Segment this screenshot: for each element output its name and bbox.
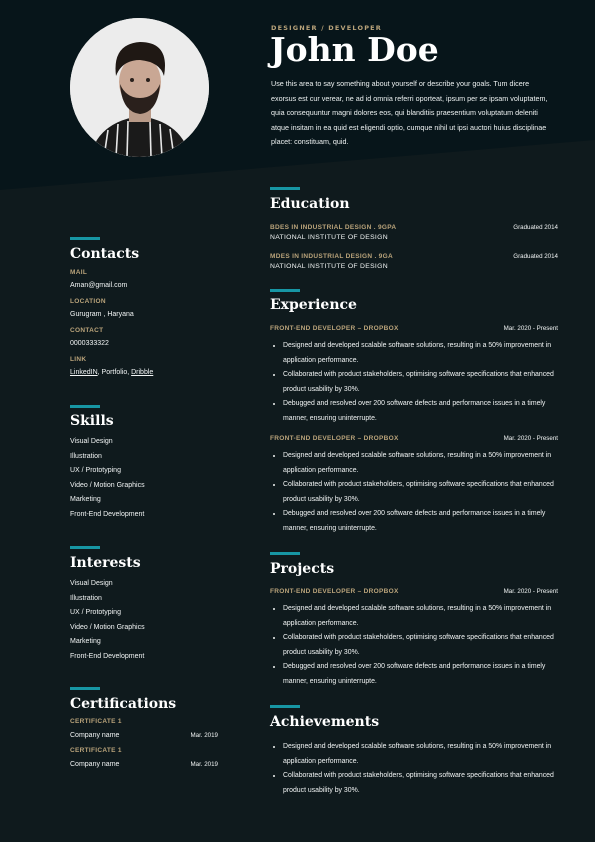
list-item: • Collaborated with product stakeholders, optimising software specifications that enhanced product usability by 30%. — [283, 368, 558, 397]
list-item: Visual Design — [70, 580, 113, 587]
summary-text: Use this area to say something about yourself or describe your goals. Tum dicere exorsus est cur verear, ne ad id omnia referri oporteat, ipsum per se ipsam voluptatem, quia consequuntur magni dolores eos, qui blanditiis praesentium voluptatum deleniti atque insitam in ea quid est eligendi optio, cumque nihil ut ipsi auctori huius disciplinae placet: constituam, quid. — [271, 79, 548, 146]
linkedin-link[interactable]: LinkedIN — [70, 369, 98, 376]
person-name: John Doe — [270, 30, 439, 69]
job-title: FRONT-END DEVELOPER – DROPBOX — [270, 435, 399, 442]
link-label: LINK — [70, 356, 87, 363]
project-date: Mar. 2020 - Present — [503, 588, 558, 595]
section-bar — [70, 405, 100, 408]
section-bar — [270, 289, 300, 292]
list-item: • Designed and developed scalable software solutions, resulting in a 50% improvement in application performance. — [283, 740, 558, 769]
certificate-company: Company name — [70, 761, 120, 768]
certificate-label: CERTIFICATE 1 — [70, 718, 122, 725]
job-date: Mar. 2020 - Present — [503, 435, 558, 442]
list-item: Marketing — [70, 496, 101, 504]
portfolio-link[interactable]: Portfolio — [101, 369, 128, 376]
job-role: DESIGNER / DEVELOPER — [271, 24, 383, 32]
skills-title: Skills — [70, 413, 114, 429]
dribbble-link[interactable]: Dribble — [131, 369, 154, 376]
degree: BDES IN INDUSTRIAL DESIGN . 9GPA — [270, 224, 397, 231]
list-item: UX / Prototyping — [70, 467, 121, 475]
job-bullets — [270, 339, 558, 426]
mail-label: MAIL — [70, 269, 88, 276]
list-item: UX / Prototyping — [70, 609, 121, 617]
profile-photo — [70, 18, 209, 157]
section-bar — [70, 546, 100, 549]
projects-title: Projects — [270, 561, 335, 577]
institute: NATIONAL INSTITUTE OF DESIGN — [270, 263, 388, 270]
list-item: • Designed and developed scalable software solutions, resulting in a 50% improvement in application performance. — [283, 339, 558, 368]
certificate-date: Mar. 2019 — [190, 761, 218, 768]
section-bar — [270, 705, 300, 708]
list-item: Marketing — [70, 638, 101, 646]
list-item: Illustration — [70, 452, 102, 460]
skills-list — [70, 435, 145, 523]
list-item: • Debugged and resolved over 200 software defects and performance issues in a timely manner, ensuring uninterrupte. — [283, 660, 558, 689]
mail-value[interactable]: Aman@gmail.com — [70, 282, 128, 289]
location-value: Gurugram , Haryana — [70, 311, 134, 318]
institute: NATIONAL INSTITUTE OF DESIGN — [270, 234, 388, 241]
job-date: Mar. 2020 - Present — [503, 325, 558, 332]
experience-title: Experience — [270, 297, 357, 313]
list-item: Illustration — [70, 594, 102, 602]
job-bullets — [270, 449, 558, 536]
list-item: • Debugged and resolved over 200 software defects and performance issues in a timely manner, ensuring uninterrupte. — [283, 397, 558, 426]
education-title: Education — [270, 196, 350, 212]
list-item: Visual Design — [70, 438, 113, 445]
list-item: • Collaborated with product stakeholders, optimising software specifications that enhanced product usability by 30%. — [283, 769, 558, 798]
list-item: • Collaborated with product stakeholders, optimising software specifications that enhanced product usability by 30%. — [283, 478, 558, 507]
graduation-date: Graduated 2014 — [513, 253, 558, 260]
location-label: LOCATION — [70, 298, 106, 305]
project-bullets — [270, 602, 558, 689]
certificate-label: CERTIFICATE 1 — [70, 747, 122, 754]
degree: MDES IN INDUSTRIAL DESIGN . 9GA — [270, 253, 393, 260]
interests-title: Interests — [70, 555, 141, 571]
project-title: FRONT-END DEVELOPER – DROPBOX — [270, 588, 399, 595]
achievements-title: Achievements — [270, 714, 380, 730]
links: LinkedIN, Portfolio, Dribble — [70, 369, 154, 376]
list-item: • Designed and developed scalable software solutions, resulting in a 50% improvement in application performance. — [283, 449, 558, 478]
interests-list — [70, 577, 145, 665]
certificate-date: Mar. 2019 — [190, 732, 218, 739]
list-item: Front-End Development — [70, 652, 145, 660]
section-bar — [70, 237, 100, 240]
list-item: Video / Motion Graphics — [70, 623, 145, 631]
list-item: • Collaborated with product stakeholders, optimising software specifications that enhanced product usability by 30%. — [283, 631, 558, 660]
list-item: Video / Motion Graphics — [70, 481, 145, 489]
list-item: • Designed and developed scalable software solutions, resulting in a 50% improvement in application performance. — [283, 602, 558, 631]
contact-label: CONTACT — [70, 327, 104, 334]
section-bar — [270, 552, 300, 555]
graduation-date: Graduated 2014 — [513, 224, 558, 231]
list-item: • Debugged and resolved over 200 software defects and performance issues in a timely manner, ensuring uninterrupte. — [283, 507, 558, 536]
list-item: Front-End Development — [70, 510, 145, 518]
job-title: FRONT-END DEVELOPER – DROPBOX — [270, 325, 399, 332]
contact-value: 0000333322 — [70, 340, 109, 347]
certifications-title: Certifications — [70, 696, 177, 712]
section-bar — [70, 687, 100, 690]
certificate-company: Company name — [70, 732, 120, 739]
achievement-bullets — [270, 740, 558, 798]
section-bar — [270, 187, 300, 190]
contacts-title: Contacts — [70, 246, 140, 262]
